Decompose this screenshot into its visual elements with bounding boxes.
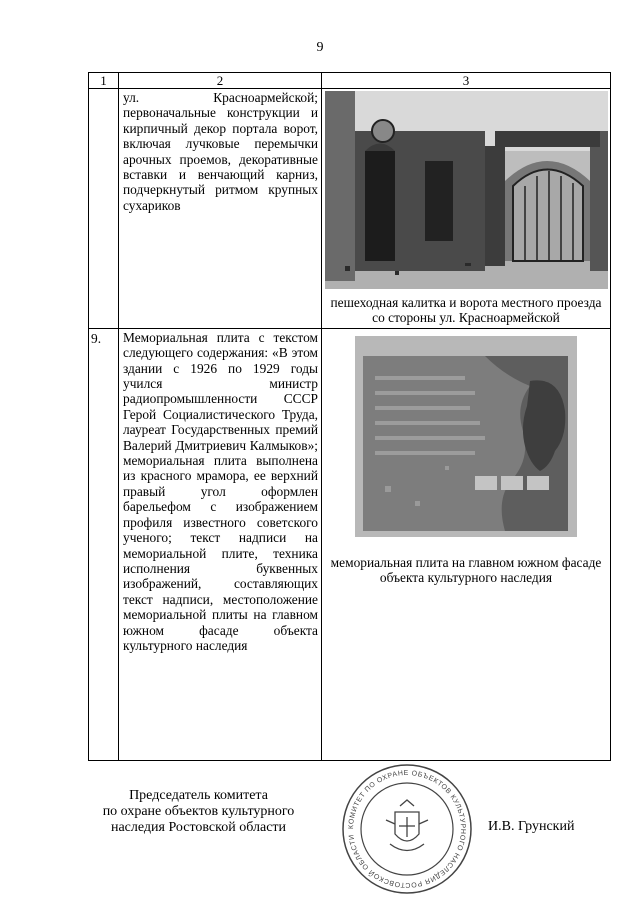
- photo-caption: мемориальная плита на главном южном фасаде объекта культурного наследия: [330, 554, 602, 586]
- coat-of-arms-icon: [386, 800, 428, 851]
- row-photo-cell: [322, 89, 611, 329]
- header-cell-1: 1: [89, 73, 119, 89]
- header-cell-3: 3: [322, 73, 611, 89]
- row-photo-cell: [322, 328, 611, 760]
- signer-title-line: по охране объектов культурного: [102, 804, 295, 819]
- header-cell-2: 2: [119, 73, 322, 89]
- row-number: [89, 89, 119, 329]
- official-stamp: [340, 762, 474, 896]
- objects-table: [88, 72, 611, 761]
- signer-title-line: наследия Ростовской области: [110, 820, 287, 835]
- signer-title-line: Председатель комитета: [129, 788, 268, 803]
- plaque-photo-image: [355, 336, 577, 537]
- plaque-photo: [355, 336, 577, 537]
- page-number: 9: [316, 40, 324, 55]
- table-row: [89, 328, 611, 760]
- table-header-row: [89, 73, 611, 89]
- signer-title: [91, 788, 306, 836]
- stamp-text: КОМИТЕТ ПО ОХРАНЕ ОБЪЕКТОВ КУЛЬТУРНОГО НАСЛЕДИЯ РОСТОВСКОЙ ОБЛАСТИ: [347, 769, 467, 889]
- row-description: Мемориальная плита с текстом следующего содержания: «В этом здании с 1926 по 1929 годы учился министр радиопромышленности СССР Герой Социалистического Труда, лауреат Государственных премий Валерий Дмитриевич Калмыков»; мемориальная плита выполнена из красного мрамора, ее верхний правый угол оформлен барельефом с изображением профиля известного советского ученого; текст надписи на мемориальной плите, техника исполнения буквенных изображений, составляющих текст надписи, местоположение мемориальной плиты на главном южном фасаде объекта культурного наследия: [119, 328, 322, 760]
- table-row: [89, 89, 611, 329]
- row-description: ул. Красноармейской; первоначальные конструкции и кирпичный декор портала ворот, включая лучковые перемычки арочных проемов, декоративные вставки и венчающий карниз, подчеркнутый ритмом крупных сухариков: [119, 89, 322, 329]
- signer-name: И.В. Грунский: [488, 819, 575, 834]
- row-number: 9.: [89, 328, 119, 760]
- gate-photo-image: [325, 91, 608, 289]
- gate-photo: [325, 91, 608, 289]
- photo-caption: пешеходная калитка и ворота местного проезда со стороны ул. Красноармейской: [330, 295, 602, 326]
